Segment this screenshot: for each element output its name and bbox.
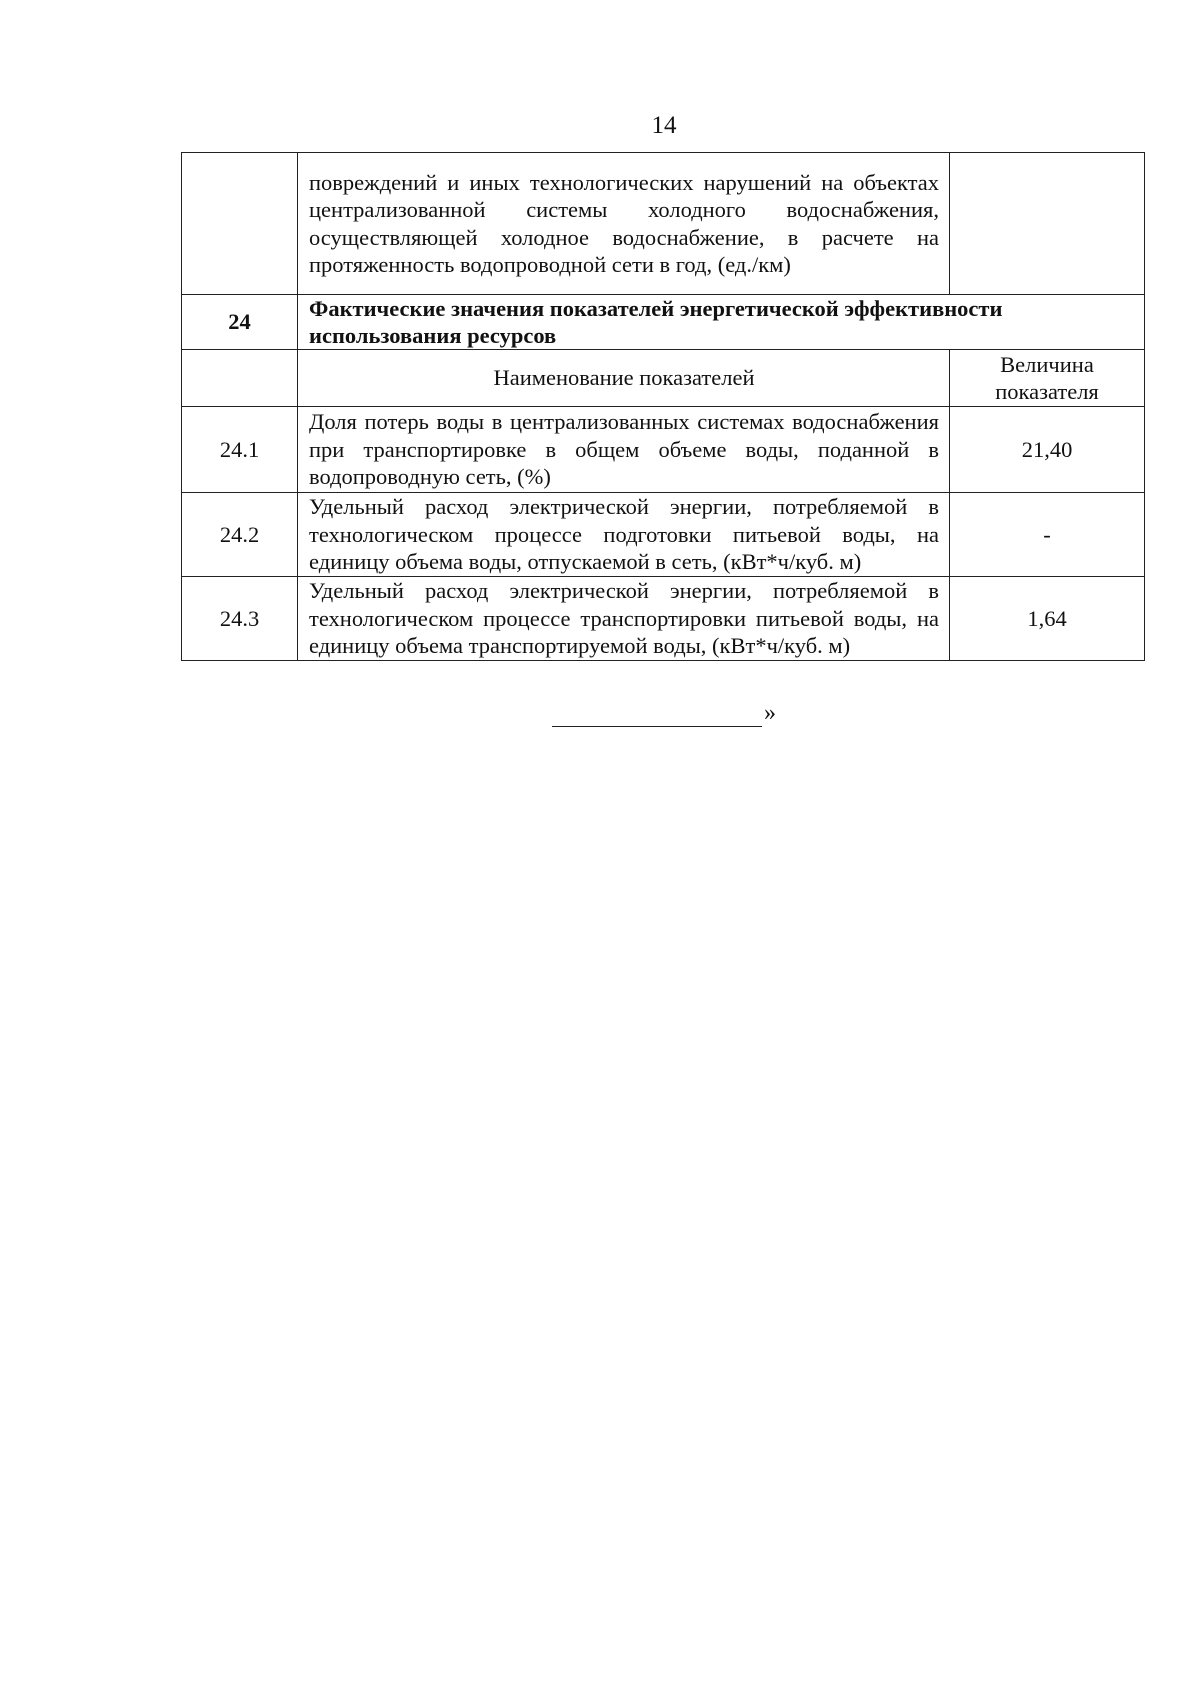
row-number-cell: 24.2 bbox=[182, 493, 298, 577]
table-header-row bbox=[182, 350, 1145, 407]
header-name-cell: Наименование показателей bbox=[298, 350, 950, 407]
indicators-table bbox=[181, 152, 1145, 661]
closing-underline bbox=[552, 702, 762, 727]
indicator-name-cell: повреждений и иных технологических нарушений на объектах централизованной системы холодного водоснабжения, осуществляющей холодное водоснабжение, в расчете на протяженность водопроводной сети в год, (ед./км) bbox=[298, 153, 950, 295]
indicator-value-cell: 21,40 bbox=[950, 407, 1145, 493]
indicator-name-cell: Удельный расход электрической энергии, потребляемой в технологическом процессе транспортировки питьевой воды, на единицу объема транспортируемой воды, (кВт*ч/куб. м) bbox=[298, 577, 950, 661]
section-title-cell: Фактические значения показателей энергетической эффективности использования ресурсов bbox=[298, 295, 1145, 350]
page-number: 14 bbox=[651, 112, 677, 139]
indicator-value-cell: 1,64 bbox=[950, 577, 1145, 661]
indicator-name-cell: Доля потерь воды в централизованных системах водоснабжения при транспортировке в общем объеме воды, поданной в водопроводную сеть, (%) bbox=[298, 407, 950, 493]
header-value-cell: Величина показателя bbox=[950, 350, 1145, 407]
indicator-value-cell: - bbox=[950, 493, 1145, 577]
closing-quote: » bbox=[764, 700, 776, 726]
closing-mark bbox=[552, 700, 776, 727]
indicator-value-cell bbox=[950, 153, 1145, 295]
header-number-cell bbox=[182, 350, 298, 407]
row-number-cell bbox=[182, 153, 298, 295]
section-number-cell: 24 bbox=[182, 295, 298, 350]
row-number-cell: 24.3 bbox=[182, 577, 298, 661]
table-row bbox=[182, 493, 1145, 577]
table-row bbox=[182, 407, 1145, 493]
table-row-continuation bbox=[182, 153, 1145, 295]
indicator-name-cell: Удельный расход электрической энергии, потребляемой в технологическом процессе подготовки питьевой воды, на единицу объема воды, отпускаемой в сеть, (кВт*ч/куб. м) bbox=[298, 493, 950, 577]
table-row-section bbox=[182, 295, 1145, 350]
row-number-cell: 24.1 bbox=[182, 407, 298, 493]
table-row bbox=[182, 577, 1145, 661]
